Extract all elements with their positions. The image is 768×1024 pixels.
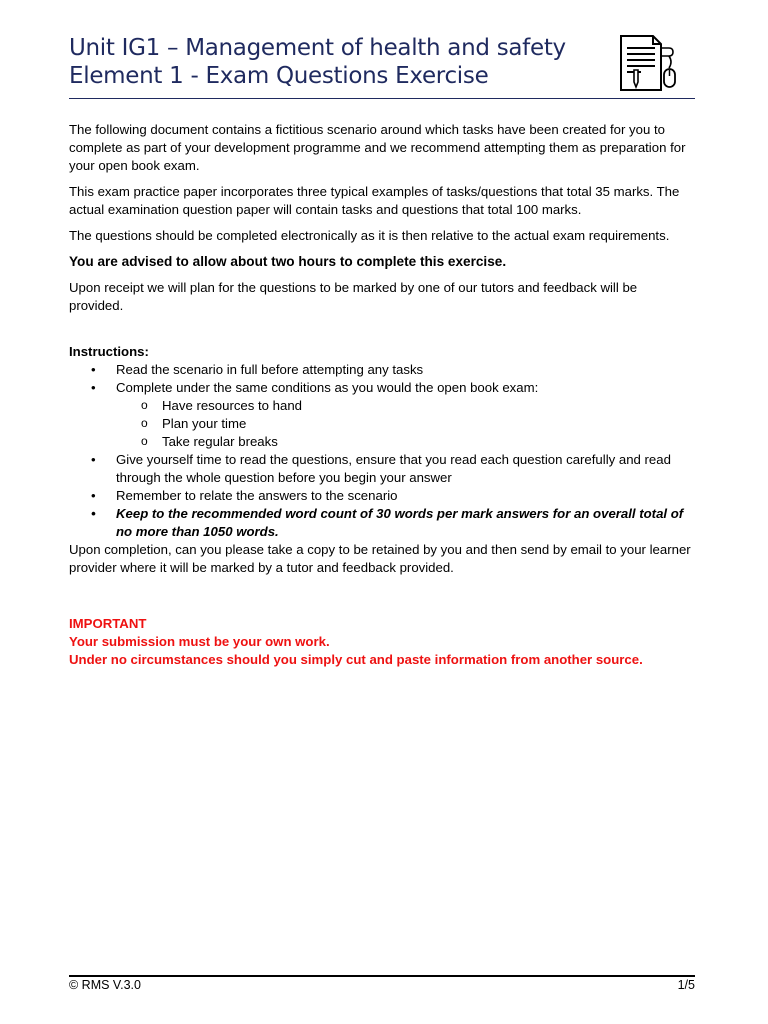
list-item: • Read the scenario in full before attempting any tasks [69,361,695,379]
header-rule [69,98,695,99]
intro-paragraph-1: The following document contains a fictitious scenario around which tasks have been created for you to complete as part of your development programme and we recommend attempting them as preparation for your open book exam. [69,122,686,173]
sub-list-item: o Have resources to hand [69,397,695,415]
sub-list-item: o Take regular breaks [69,433,695,451]
footer-copyright: © RMS V.3.0 [69,978,141,992]
important-line-1: Your submission must be your own work. [69,634,330,649]
document-body [69,121,695,669]
list-item: • Remember to relate the answers to the scenario [69,487,695,505]
list-item: • Give yourself time to read the questions, ensure that you read each question carefully and read through the whole question before you begin your answer [69,451,695,487]
instructions-list [69,361,695,541]
instructions-heading: Instructions: [69,344,149,359]
time-advice: You are advised to allow about two hours to complete this exercise. [69,254,507,269]
footer-rule [69,975,695,977]
document-header [69,34,695,96]
title-line-2: Element 1 - Exam Questions Exercise [69,63,489,89]
completion-paragraph: Upon completion, can you please take a copy to be retained by you and then send by email to your learner provider where it will be marked by a tutor and feedback provided. [69,542,691,575]
important-line-2: Under no circumstances should you simply cut and paste information from another source. [69,652,643,667]
intro-paragraph-2: This exam practice paper incorporates three typical examples of tasks/questions that total 35 marks. The actual examination question paper will contain tasks and questions that total 100 marks. [69,184,680,217]
list-item: • Keep to the recommended word count of 30 words per mark answers for an overall total of no more than 1050 words. [69,505,695,541]
title-line-1: Unit IG1 – Management of health and safety [69,35,566,61]
important-notice [69,615,695,669]
sub-list [116,397,695,451]
intro-paragraph-4: Upon receipt we will plan for the questions to be marked by one of our tutors and feedback will be provided. [69,280,638,313]
page-number: 1/5 [677,978,695,992]
list-item: • Complete under the same conditions as you would the open book exam: o Have resources to hand o Plan your time o Take regular breaks [69,379,695,451]
intro-paragraph-3: The questions should be completed electronically as it is then relative to the actual exam requirements. [69,228,670,243]
document-pen-mouse-icon [617,34,679,92]
important-heading: IMPORTANT [69,616,147,631]
sub-list-item: o Plan your time [69,415,695,433]
